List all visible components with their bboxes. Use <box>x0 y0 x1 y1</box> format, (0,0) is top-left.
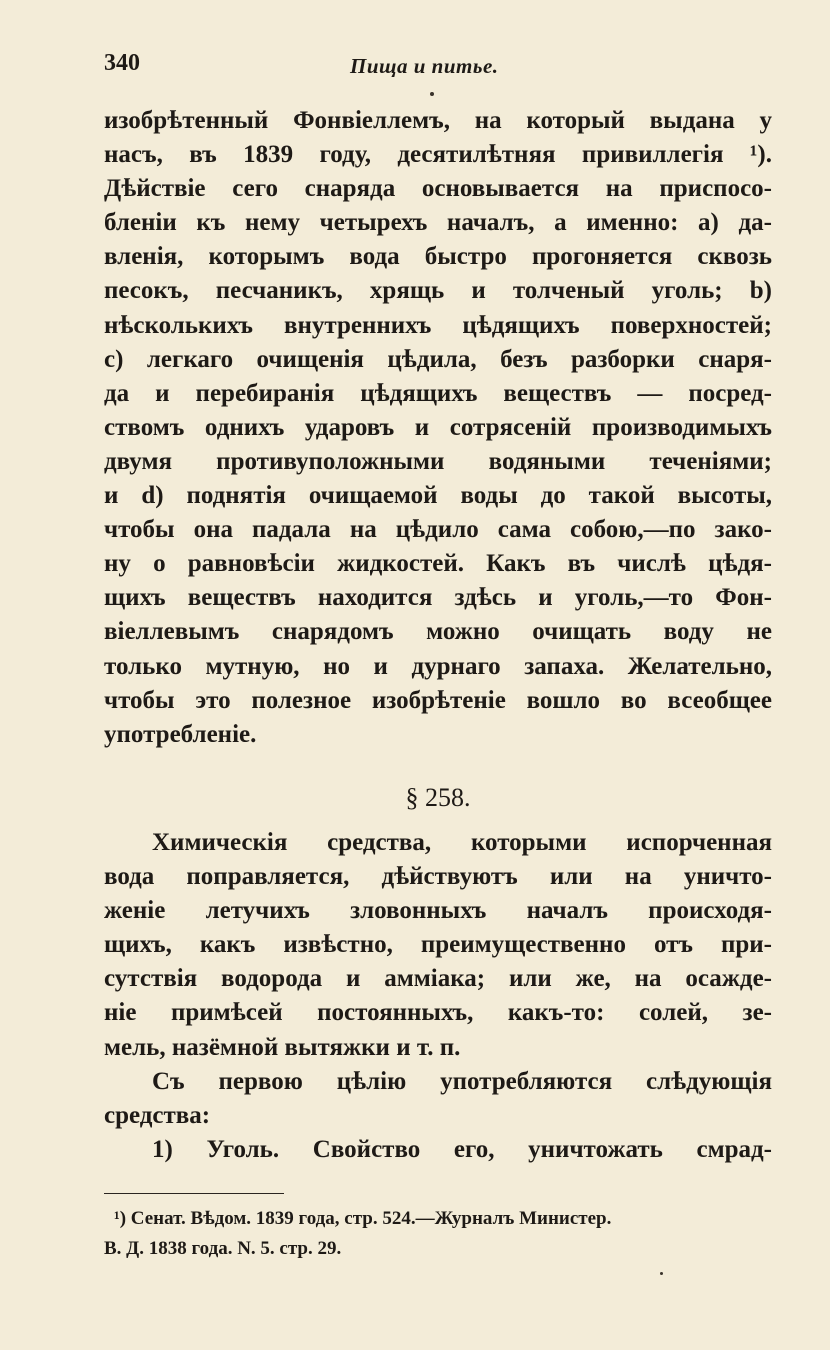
text-line: ну о равновѣсіи жидкостей. Какъ въ числѣ цѣдя- <box>104 550 772 578</box>
footnote-line: ¹) Сенат. Вѣдом. 1839 года, стр. 524.—Журналъ Министер. <box>114 1208 612 1229</box>
text-line: насъ, въ 1839 году, десятилѣтняя привиллегія ¹). <box>104 141 772 169</box>
text-line: только мутную, но и дурнаго запаха. Желательно, <box>104 652 772 680</box>
page-header <box>104 50 772 84</box>
text-line: вода поправляется, дѣйствуютъ или на уничто- <box>104 863 772 891</box>
text-line: с) легкаго очищенія цѣдила, безъ разборки снаря- <box>104 345 772 373</box>
text-line: и d) поднятія очищаемой воды до такой высоты, <box>104 482 772 510</box>
text-line: чтобы она падала на цѣдило сама собою,—по зако- <box>104 516 772 544</box>
text-line: нѣсколькихъ внутреннихъ цѣдящихъ поверхностей; <box>104 311 772 339</box>
footnote-rule <box>104 1193 284 1194</box>
text-line: вленія, которымъ вода быстро прогоняется сквозь <box>104 243 772 271</box>
footnote <box>104 1204 772 1264</box>
text-line: Дѣйствіе сего снаряда основывается на приспосо- <box>104 175 772 203</box>
text-line: употребленіе. <box>104 720 257 748</box>
running-title: Пища и питье. <box>350 54 499 78</box>
text-line: ніе примѣсей постоянныхъ, какъ-то: солей, зе- <box>104 999 772 1027</box>
text-line: мель, назёмной вытяжки и т. п. <box>104 1033 461 1061</box>
text-line: чтобы это полезное изобрѣтеніе вошло во всеобщее <box>104 686 772 714</box>
text-line: Химическія средства, которыми испорченная <box>152 829 772 856</box>
ink-speck <box>430 92 434 96</box>
text-line: средства: <box>104 1101 211 1129</box>
text-line: віеллевымъ снарядомъ можно очищать воду не <box>104 618 772 646</box>
text-line: щихъ, какъ извѣстно, преимущественно отъ при- <box>104 931 772 959</box>
footnote-line: В. Д. 1838 года. N. 5. стр. 29. <box>104 1238 342 1259</box>
text-line: щихъ веществъ находится здѣсь и уголь,—то Фон- <box>104 584 772 612</box>
page-number: 340 <box>104 50 140 76</box>
text-line: сутствія водорода и аммiака; или же, на осажде- <box>104 965 772 993</box>
ink-speck <box>660 1272 663 1275</box>
section-paragraph <box>104 826 772 1167</box>
text-line: да и перебиранія цѣдящихъ веществъ — посред- <box>104 379 772 407</box>
text-line: 1) Уголь. Свойство его, уничтожать смрад- <box>152 1135 772 1163</box>
text-line: бленіи къ нему четырехъ началъ, а именно: а) да- <box>104 209 772 237</box>
section-heading: § 258. <box>405 783 471 812</box>
text-line: Съ первою цѣлію употребляются слѣдующія <box>152 1067 772 1095</box>
paragraph-continued <box>104 104 772 752</box>
text-line: женіе летучихъ зловонныхъ началъ происходя- <box>104 897 772 925</box>
text-line: ствомъ однихъ ударовъ и сотрясеній производимыхъ <box>104 413 772 441</box>
text-line: песокъ, песчаникъ, хрящь и толченый уголь; b) <box>104 277 772 305</box>
text-line: двумя противуположными водяными теченіями; <box>104 447 772 475</box>
text-line: изобрѣтенный Фонвіеллемъ, на который выдана у <box>104 107 772 134</box>
